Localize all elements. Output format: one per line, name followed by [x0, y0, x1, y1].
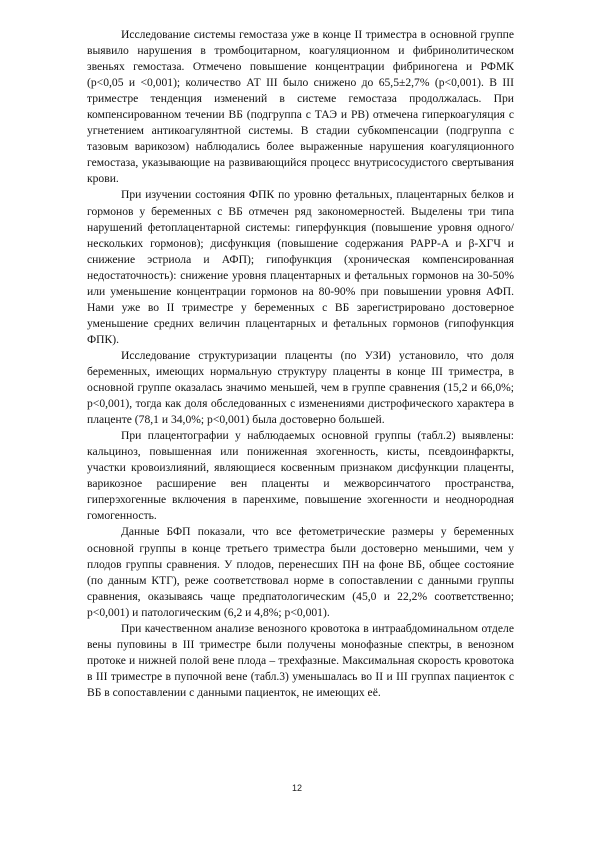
paragraph-placentography: При плацентографии у наблюдаемых основной группы (табл.2) выявлены: кальциноз, повышенная или пониженная эхогенность, кисты, псевдоинфаркты, участки кровоизлияний, являющиеся косвенным признаком дисфункции плаценты, варикозное расширение вен плаценты и межворсинчатого пространства, гиперэхогенные включения в паренхиме, повышение эхогенности и неоднородная гомогенность. [87, 429, 514, 523]
paragraph-placenta-structure: Исследование структуризации плаценты (по УЗИ) установило, что доля беременных, имеющих нормальную структуру плаценты в конце III триместра, в основной группе оказалась значимо меньшей, чем в группе сравнения (15,2 и 66,0%; p<0,001), тогда как доля обследованных с изменениями дистрофического характера в плаценте (78,1 и 34,0%; p<0,001) была достоверно большей. [87, 348, 514, 427]
paragraph-biophysical-profile: Данные БФП показали, что все фетометрические размеры у беременных основной группы в конце третьего триместра были достоверно меньшими, чем у плодов группы сравнения. У плодов, перенесших ПН на фоне ВБ, общее состояние (по данным КТГ), реже соответствовал норме в сопоставлении с данными группы сравнения, оказываясь чаще предпатологическим (45,0 и 22,2% соответственно; p<0,001) и патологическим (6,2 и 4,8%; p<0,001). [87, 525, 514, 619]
document-body [87, 27, 514, 701]
paragraph-hemostasis: Исследование системы гемостаза уже в конце II триместра в основной группе выявило нарушения в тромбоцитарном, коагуляционном и фибринолитическом звеньях гемостаза. Отмечено повышение концентрации фибриногена и РФМК (p<0,05 и <0,001); количество АТ III было снижено до 65,5±2,7% (p<0,001). В III триместре тенденция изменений в системе гемостаза продолжалась. При компенсированном течении ВБ (подгруппа с ТАЭ и РВ) отмечена гиперкоагуляция с угнетением антикоагулянтной системы. В стадии субкомпенсации (подгруппа с тазовым варикозом) наблюдались более выраженные нарушения коагуляционного гемостаза, указывающие на развивающийся процесс внутрисосудистого свертывания крови. [87, 28, 514, 186]
paragraph-venous-blood-flow: При качественном анализе венозного кровотока в интраабдоминальном отделе вены пуповины в III триместре были получены монофазные спектры, в венозном протоке и нижней полой вене плода – трехфазные. Максимальная скорость кровотока в III триместре в пупочной вене (табл.3) уменьшалась во II и III группах пациенток с ВБ в сопоставлении с данными пациенток, не имеющих её. [87, 621, 514, 699]
paragraph-fetoplacental-complex: При изучении состояния ФПК по уровню фетальных, плацентарных белков и гормонов у беременных с ВБ отмечен ряд закономерностей. Выделены три типа нарушений фетоплацентарной системы: гиперфункция (повышение уровня одного/нескольких гормонов); дисфункция (повышение содержания PAPP-A и β-ХГЧ и снижение эстриола и АФП); гипофункция (хроническая компенсированная недостаточность): снижение уровня плацентарных и фетальных гормонов на 30-50% или уменьшение концентрации гормонов на 80-90% при повышении уровня АФП. Нами уже во II триместре у беременных с ВБ зарегистрировано достоверное уменьшение средних величин плацентарных и фетальных гормонов (гипофункция ФПК). [87, 188, 514, 346]
page-number: 12 [291, 783, 302, 793]
